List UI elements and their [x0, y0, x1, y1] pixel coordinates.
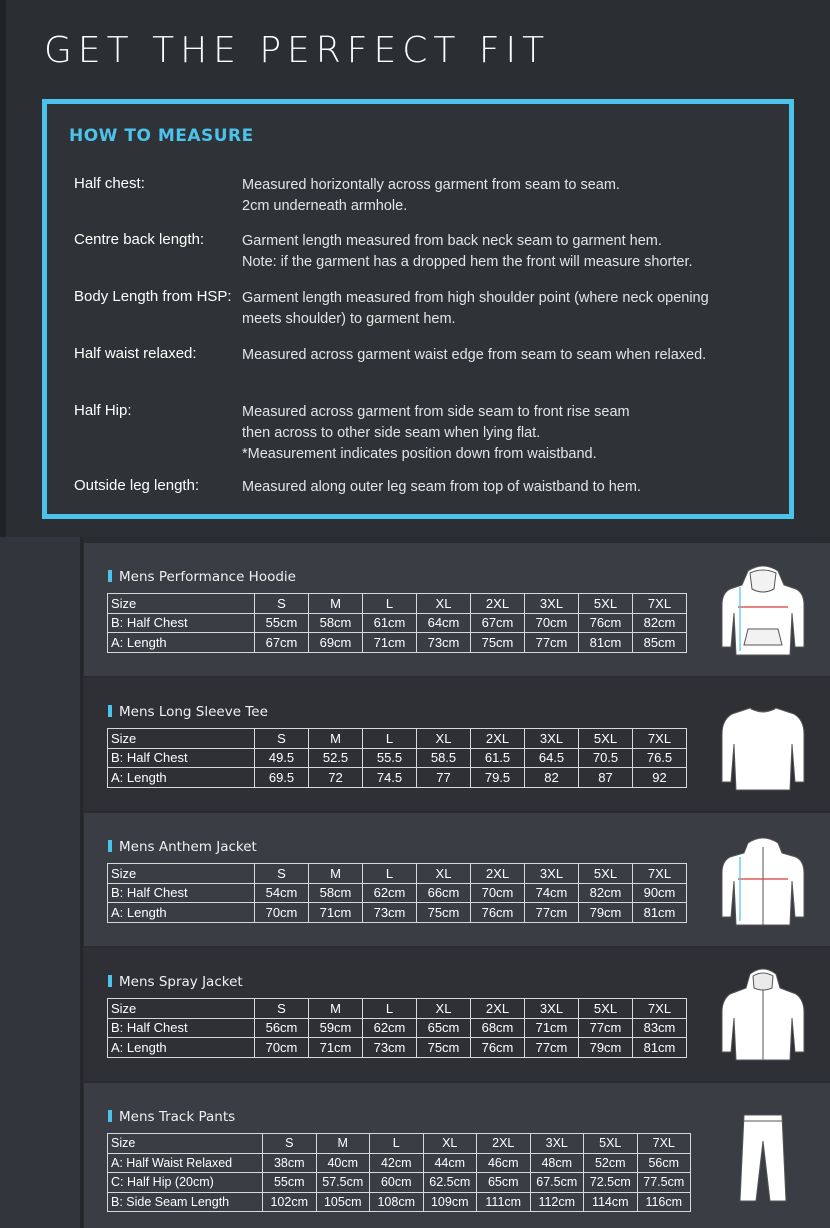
table-cell: 70cm — [525, 613, 579, 633]
table-cell: 75cm — [471, 633, 525, 653]
table-cell: 3XL — [525, 594, 579, 614]
row-label: A: Length — [108, 633, 255, 653]
table-cell: 62.5cm — [423, 1173, 477, 1193]
measure-description: Measured along outer leg seam from top of waistband to hem. — [242, 479, 641, 495]
table-cell: 60cm — [370, 1173, 424, 1193]
page-title: GET THE PERFECT FIT — [44, 30, 551, 71]
product-title: Mens Anthem Jacket — [108, 839, 257, 855]
table-cell: 102cm — [263, 1192, 317, 1212]
table-cell: 74.5 — [363, 768, 417, 788]
how-to-measure-heading: HOW TO MEASURE — [69, 126, 254, 146]
table-cell: 71cm — [363, 633, 417, 653]
measure-description: Garment length measured from high shoulder point (where neck opening meets shoulder) to garment hem. — [242, 290, 709, 327]
table-cell: XL — [423, 1134, 477, 1154]
table-cell: 55cm — [255, 613, 309, 633]
table-cell: 5XL — [579, 594, 633, 614]
table-cell: 68cm — [471, 1018, 525, 1038]
hoodie-icon — [718, 563, 808, 658]
row-label: Size — [108, 999, 255, 1019]
table-cell: 83cm — [633, 1018, 687, 1038]
table-cell: 44cm — [423, 1153, 477, 1173]
table-cell: S — [255, 594, 309, 614]
table-cell: 73cm — [363, 903, 417, 923]
table-cell: 111cm — [477, 1192, 531, 1212]
table-cell: 81cm — [633, 1038, 687, 1058]
table-cell: 105cm — [316, 1192, 370, 1212]
table-cell: 81cm — [633, 903, 687, 923]
table-cell: 62cm — [363, 1018, 417, 1038]
table-cell: 79.5 — [471, 768, 525, 788]
table-cell: S — [255, 729, 309, 749]
measure-term: Half waist relaxed: — [74, 345, 197, 362]
product-title: Mens Track Pants — [108, 1109, 235, 1125]
row-label: B: Side Seam Length — [108, 1192, 263, 1212]
table-row — [108, 1173, 691, 1193]
size-chart-panel-spray-jacket — [84, 948, 830, 1081]
size-header-row — [108, 1134, 691, 1154]
table-row — [108, 1018, 687, 1038]
table-cell: XL — [417, 594, 471, 614]
table-row — [108, 1153, 691, 1173]
table-cell: 52cm — [584, 1153, 638, 1173]
table-cell: 75cm — [417, 1038, 471, 1058]
jacket-icon — [718, 833, 808, 928]
table-cell: 5XL — [579, 999, 633, 1019]
table-cell: 49.5 — [255, 748, 309, 768]
size-chart-panel-long-sleeve-tee — [84, 678, 830, 811]
table-cell: 5XL — [579, 729, 633, 749]
size-chart-panel-hoodie — [84, 543, 830, 676]
row-label: A: Length — [108, 1038, 255, 1058]
table-row — [108, 1038, 687, 1058]
table-cell: 77 — [417, 768, 471, 788]
size-table — [107, 728, 687, 788]
table-cell: 116cm — [637, 1192, 691, 1212]
table-cell: L — [363, 864, 417, 884]
table-cell: 59cm — [309, 1018, 363, 1038]
row-label: B: Half Chest — [108, 748, 255, 768]
measure-description: Garment length measured from back neck seam to garment hem. Note: if the garment has a dropped hem the front will measure shorter. — [242, 233, 693, 270]
row-label: A: Half Waist Relaxed — [108, 1153, 263, 1173]
table-cell: 52.5 — [309, 748, 363, 768]
row-label: A: Length — [108, 768, 255, 788]
table-cell: M — [309, 729, 363, 749]
table-cell: 73cm — [417, 633, 471, 653]
table-cell: 38cm — [263, 1153, 317, 1173]
table-cell: 2XL — [477, 1134, 531, 1154]
top-edge-strip — [0, 0, 6, 537]
table-cell: 2XL — [471, 729, 525, 749]
table-cell: 58.5 — [417, 748, 471, 768]
table-cell: 76.5 — [633, 748, 687, 768]
table-cell: 57.5cm — [316, 1173, 370, 1193]
table-cell: 42cm — [370, 1153, 424, 1173]
table-row — [108, 1192, 691, 1212]
row-label: Size — [108, 864, 255, 884]
table-cell: 7XL — [633, 999, 687, 1019]
table-cell: L — [363, 999, 417, 1019]
table-cell: 71cm — [309, 1038, 363, 1058]
table-cell: S — [263, 1134, 317, 1154]
table-row — [108, 903, 687, 923]
table-cell: 61.5 — [471, 748, 525, 768]
track-pants-icon — [718, 1111, 808, 1206]
table-cell: 71cm — [309, 903, 363, 923]
table-cell: 61cm — [363, 613, 417, 633]
table-cell: M — [316, 1134, 370, 1154]
size-chart-panel-anthem-jacket — [84, 813, 830, 946]
measure-term: Centre back length: — [74, 231, 205, 248]
size-chart-panel-track-pants — [84, 1083, 830, 1228]
table-cell: 66cm — [417, 883, 471, 903]
table-cell: M — [309, 594, 363, 614]
table-cell: 70cm — [255, 1038, 309, 1058]
measure-description: Measured across garment from side seam to front rise seam then across to other side seam when lying flat. *Measurement indicates position down from waistband. — [242, 404, 630, 462]
table-cell: L — [370, 1134, 424, 1154]
table-cell: 56cm — [255, 1018, 309, 1038]
table-cell: 76cm — [471, 903, 525, 923]
table-row — [108, 748, 687, 768]
table-cell: 72.5cm — [584, 1173, 638, 1193]
measure-term: Outside leg length: — [74, 477, 200, 494]
table-cell: 72 — [309, 768, 363, 788]
table-cell: 48cm — [530, 1153, 584, 1173]
table-cell: 77cm — [525, 633, 579, 653]
row-label: B: Half Chest — [108, 1018, 255, 1038]
table-cell: 3XL — [530, 1134, 584, 1154]
row-label: A: Length — [108, 903, 255, 923]
table-cell: 109cm — [423, 1192, 477, 1212]
size-header-row — [108, 594, 687, 614]
table-cell: 76cm — [471, 1038, 525, 1058]
row-label: Size — [108, 729, 255, 749]
table-cell: 70.5 — [579, 748, 633, 768]
table-cell: 77cm — [579, 1018, 633, 1038]
table-cell: 76cm — [579, 613, 633, 633]
table-cell: 54cm — [255, 883, 309, 903]
table-cell: 71cm — [525, 1018, 579, 1038]
table-cell: 82cm — [579, 883, 633, 903]
size-header-row — [108, 864, 687, 884]
product-title: Mens Spray Jacket — [108, 974, 243, 990]
table-cell: 3XL — [525, 729, 579, 749]
long-sleeve-tee-icon — [718, 698, 808, 793]
table-cell: 40cm — [316, 1153, 370, 1173]
table-cell: 79cm — [579, 1038, 633, 1058]
table-cell: 46cm — [477, 1153, 531, 1173]
table-cell: 58cm — [309, 613, 363, 633]
left-side-strip — [0, 537, 82, 1228]
table-cell: 55.5 — [363, 748, 417, 768]
table-cell: XL — [417, 999, 471, 1019]
table-cell: 64cm — [417, 613, 471, 633]
table-cell: L — [363, 594, 417, 614]
table-cell: 65cm — [417, 1018, 471, 1038]
table-cell: 67cm — [255, 633, 309, 653]
table-cell: 70cm — [255, 903, 309, 923]
table-cell: 112cm — [530, 1192, 584, 1212]
size-header-row — [108, 999, 687, 1019]
table-cell: L — [363, 729, 417, 749]
table-cell: 82cm — [633, 613, 687, 633]
row-label: B: Half Chest — [108, 613, 255, 633]
left-strip-divider — [80, 537, 83, 1228]
table-cell: 3XL — [525, 864, 579, 884]
table-cell: 7XL — [633, 864, 687, 884]
table-cell: 82 — [525, 768, 579, 788]
size-table — [107, 593, 687, 653]
table-cell: 114cm — [584, 1192, 638, 1212]
size-table — [107, 998, 687, 1058]
spray-jacket-icon — [718, 968, 808, 1063]
how-to-measure-box — [42, 99, 794, 519]
table-cell: 64.5 — [525, 748, 579, 768]
table-cell: 69.5 — [255, 768, 309, 788]
table-cell: 77cm — [525, 903, 579, 923]
table-cell: 5XL — [584, 1134, 638, 1154]
measure-description: Measured across garment waist edge from seam to seam when relaxed. — [242, 347, 707, 363]
row-label: Size — [108, 1134, 263, 1154]
measure-term: Half Hip: — [74, 402, 132, 419]
table-cell: 7XL — [633, 729, 687, 749]
size-table — [107, 1133, 691, 1212]
table-cell: 2XL — [471, 999, 525, 1019]
table-cell: 5XL — [579, 864, 633, 884]
table-cell: 77.5cm — [637, 1173, 691, 1193]
table-cell: 2XL — [471, 864, 525, 884]
table-cell: 85cm — [633, 633, 687, 653]
table-cell: 90cm — [633, 883, 687, 903]
table-cell: 65cm — [477, 1173, 531, 1193]
table-cell: M — [309, 999, 363, 1019]
table-cell: 58cm — [309, 883, 363, 903]
measure-term: Body Length from HSP: — [74, 288, 232, 305]
table-cell: 3XL — [525, 999, 579, 1019]
table-cell: 67cm — [471, 613, 525, 633]
size-table — [107, 863, 687, 923]
table-row — [108, 633, 687, 653]
table-cell: 79cm — [579, 903, 633, 923]
table-cell: 7XL — [637, 1134, 691, 1154]
table-cell: 74cm — [525, 883, 579, 903]
table-cell: 77cm — [525, 1038, 579, 1058]
row-label: C: Half Hip (20cm) — [108, 1173, 263, 1193]
product-title: Mens Performance Hoodie — [108, 569, 296, 585]
table-cell: 108cm — [370, 1192, 424, 1212]
table-cell: 55cm — [263, 1173, 317, 1193]
measure-description: Measured horizontally across garment from seam to seam. 2cm underneath armhole. — [242, 177, 620, 214]
table-cell: S — [255, 864, 309, 884]
table-cell: 7XL — [633, 594, 687, 614]
table-cell: 67.5cm — [530, 1173, 584, 1193]
table-cell: 81cm — [579, 633, 633, 653]
table-cell: 69cm — [309, 633, 363, 653]
row-label: Size — [108, 594, 255, 614]
product-title: Mens Long Sleeve Tee — [108, 704, 268, 720]
table-cell: 73cm — [363, 1038, 417, 1058]
table-cell: 92 — [633, 768, 687, 788]
table-row — [108, 613, 687, 633]
measure-term: Half chest: — [74, 175, 145, 192]
table-cell: 2XL — [471, 594, 525, 614]
row-label: B: Half Chest — [108, 883, 255, 903]
table-cell: S — [255, 999, 309, 1019]
table-row — [108, 883, 687, 903]
table-cell: 70cm — [471, 883, 525, 903]
table-cell: XL — [417, 729, 471, 749]
table-cell: 62cm — [363, 883, 417, 903]
size-header-row — [108, 729, 687, 749]
table-cell: 87 — [579, 768, 633, 788]
table-row — [108, 768, 687, 788]
table-cell: 75cm — [417, 903, 471, 923]
table-cell: M — [309, 864, 363, 884]
table-cell: 56cm — [637, 1153, 691, 1173]
table-cell: XL — [417, 864, 471, 884]
